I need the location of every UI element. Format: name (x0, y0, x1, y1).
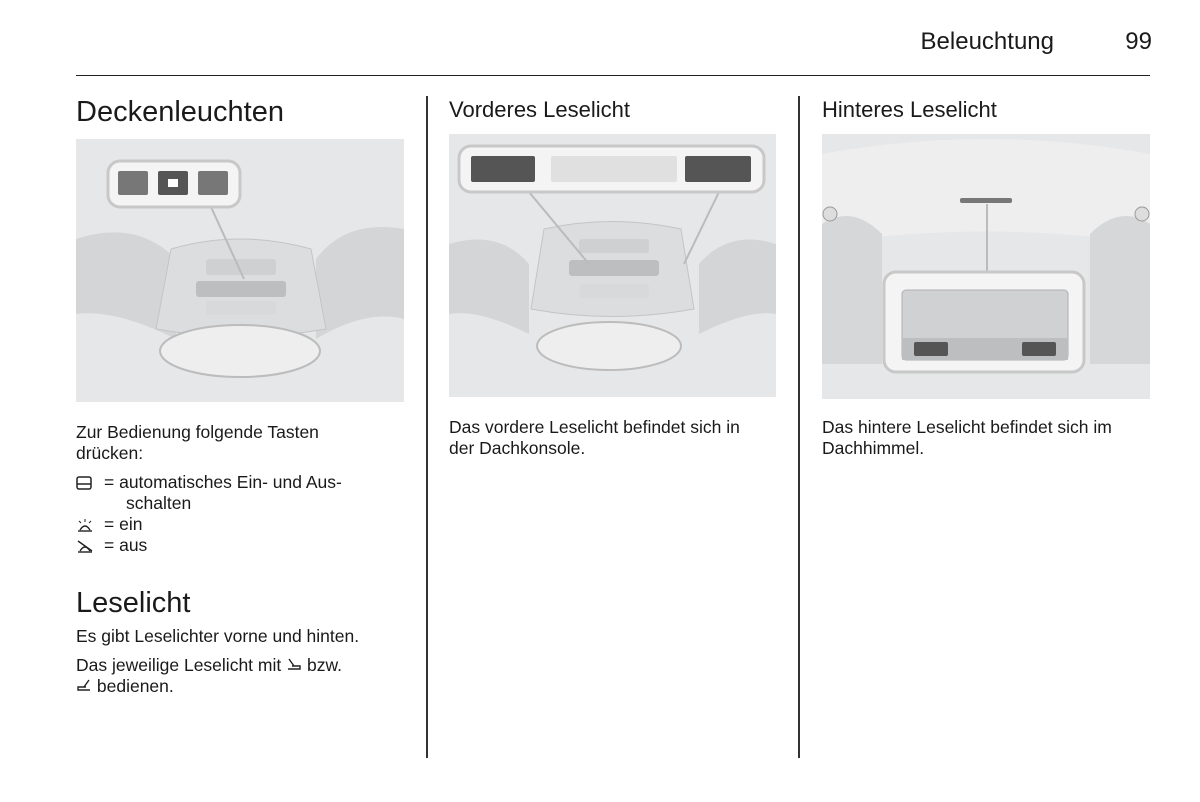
column-divider-2 (798, 96, 800, 758)
rear-reading-text-1: Das hintere Leselicht befindet sich im (822, 417, 1112, 437)
reading-p2-text-b: bzw. (306, 655, 343, 675)
figure-rear-reading-light (822, 134, 1150, 399)
front-reading-text-1: Das vordere Leselicht befindet sich in (449, 417, 740, 437)
front-reading-text-2: der Dachkonsole. (449, 438, 586, 458)
heading-hinteres-leselicht: Hinteres Leselicht (822, 97, 997, 122)
lamp-off-icon (76, 535, 104, 556)
legend-list (76, 472, 342, 556)
column-divider-1 (426, 96, 428, 758)
rear-reading-lamp-icon (76, 676, 92, 696)
rear-reading-text (822, 417, 1112, 459)
figure-ceiling-lights (76, 139, 404, 402)
reading-paragraph-1: Es gibt Leselichter vorne und hinten. (76, 626, 360, 646)
figure-front-reading-light (449, 134, 776, 397)
legend-on-text: = ein (104, 514, 143, 534)
heading-vorderes-leselicht: Vorderes Leselicht (449, 97, 630, 122)
auto-lamp-icon (76, 472, 104, 514)
reading-p2-text-c: bedienen. (96, 676, 174, 696)
reading-paragraph-2 (76, 655, 416, 697)
header-rule (76, 75, 1150, 76)
page-number: 99 (1125, 28, 1152, 55)
front-reading-lamp-icon (286, 655, 302, 675)
legend-off-text: = aus (104, 535, 148, 555)
intro-line-2: drücken: (76, 443, 144, 463)
rear-reading-text-2: Dachhimmel. (822, 438, 925, 458)
reading-p2-text-a: Das jeweilige Leselicht mit (76, 655, 282, 675)
legend-auto-text-2: schalten (126, 493, 192, 513)
heading-leselicht: Leselicht (76, 587, 191, 619)
front-reading-text (449, 417, 740, 459)
legend-auto-text: = automatisches Ein- und Aus- (104, 472, 342, 492)
lamp-on-icon (76, 514, 104, 535)
legend-item-auto (76, 472, 342, 514)
intro-line-1: Zur Bedienung folgende Tasten (76, 422, 319, 442)
legend-item-off (76, 535, 342, 556)
legend-item-on (76, 514, 342, 535)
heading-deckenleuchten: Deckenleuchten (76, 96, 284, 128)
intro-text (76, 422, 319, 464)
running-header-section: Beleuchtung (920, 28, 1054, 55)
